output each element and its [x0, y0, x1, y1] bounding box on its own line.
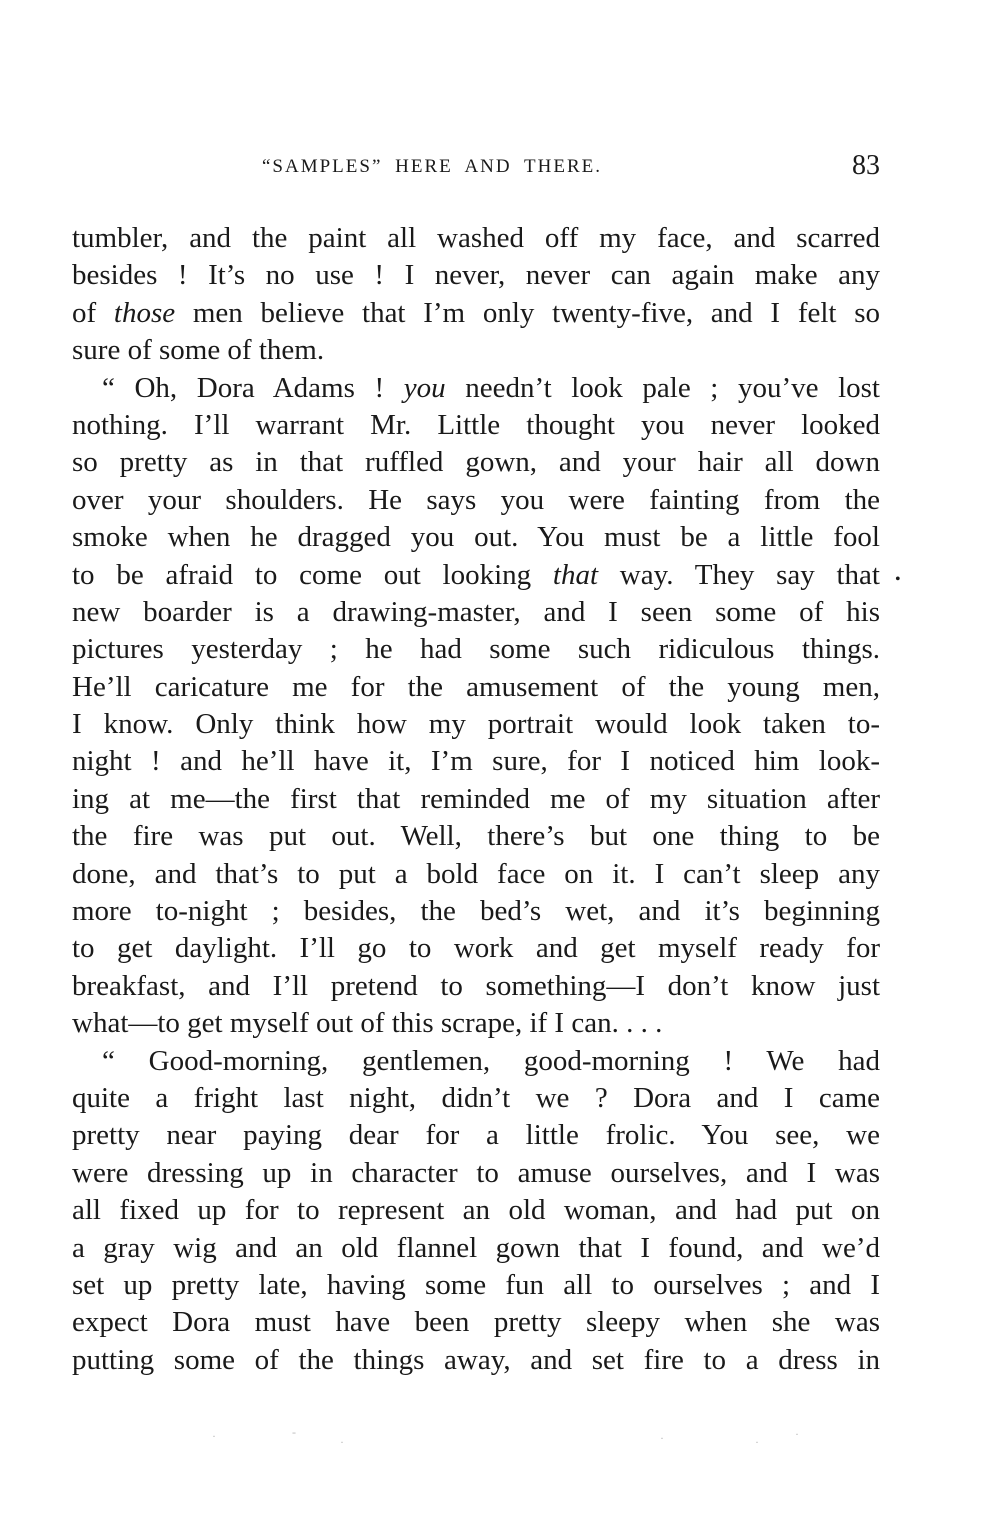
- text-run: besides ! It’s no use ! I never, never can again make any: [72, 259, 880, 292]
- text-line: [72, 706, 880, 743]
- italic-text: those: [113, 296, 176, 329]
- text-line: [72, 818, 880, 855]
- text-run: “ Good-morning, gentlemen, good-morning ! We had: [102, 1044, 880, 1077]
- text-run: quite a fright last night, didn’t we ? Dora and I came: [72, 1081, 880, 1114]
- text-line: [72, 1342, 880, 1379]
- text-line: [72, 1117, 880, 1154]
- running-header: [72, 150, 880, 190]
- text-run: the fire was put out. Well, there’s but one thing to be: [72, 820, 880, 853]
- text-run: so pretty as in that ruffled gown, and your hair all down: [72, 446, 880, 479]
- text-run: breakfast, and I’ll pretend to something—I don’t know just: [72, 969, 880, 1002]
- text-line: [72, 557, 880, 594]
- text-line: [72, 332, 880, 369]
- text-line: [72, 743, 880, 780]
- text-line: [72, 220, 880, 257]
- italic-text: you: [403, 371, 446, 404]
- text-run: sure of some of them.: [72, 334, 325, 367]
- text-line: [72, 930, 880, 967]
- text-run: all fixed up for to represent an old woman, and had put on: [72, 1194, 880, 1227]
- text-line: [72, 444, 880, 481]
- text-run: to be afraid to come out looking: [72, 558, 553, 591]
- text-line: [72, 669, 880, 706]
- text-run: what—to get myself out of this scrape, if I can. . . .: [72, 1007, 663, 1040]
- text-line: [72, 1267, 880, 1304]
- text-run: He’ll caricature me for the amusement of the young men,: [72, 670, 880, 703]
- italic-text: that: [552, 558, 599, 591]
- text-line: [72, 594, 880, 631]
- text-run: of: [72, 296, 114, 329]
- text-run: to get daylight. I’ll go to work and get myself ready for: [72, 932, 880, 965]
- text-line: [72, 482, 880, 519]
- text-line: [72, 370, 880, 407]
- text-run: smoke when he dragged you out. You must be a little fool: [72, 521, 880, 554]
- margin-ink-dot: •: [895, 571, 901, 588]
- text-line: [72, 295, 880, 332]
- text-line: [72, 1043, 880, 1080]
- text-run: needn’t look pale ; you’ve lost: [445, 371, 880, 404]
- text-line: [72, 257, 880, 294]
- text-run: “ Oh, Dora Adams !: [102, 371, 404, 404]
- page-number: 83: [852, 150, 880, 181]
- text-line: [72, 781, 880, 818]
- text-line: [72, 1230, 880, 1267]
- text-run: ing at me—the first that reminded me of my situation after: [72, 782, 880, 815]
- running-head-title: “SAMPLES” HERE AND THERE.: [262, 156, 602, 177]
- text-run: more to-night ; besides, the bed’s wet, and it’s beginning: [72, 895, 880, 928]
- text-run: set up pretty late, having some fun all to ourselves ; and I: [72, 1268, 880, 1301]
- text-line: [72, 856, 880, 893]
- text-line: [72, 1192, 880, 1229]
- text-run: men believe that I’m only twenty-five, and I felt so: [175, 296, 880, 329]
- text-run: done, and that’s to put a bold face on it. I can’t sleep any: [72, 857, 880, 890]
- text-run: nothing. I’ll warrant Mr. Little thought you never looked: [72, 408, 880, 441]
- text-line: [72, 1155, 880, 1192]
- text-run: over your shoulders. He says you were fainting from the: [72, 483, 880, 516]
- text-run: night ! and he’ll have it, I’m sure, for I noticed him look-: [72, 745, 880, 778]
- text-run: expect Dora must have been pretty sleepy when she was: [72, 1306, 880, 1339]
- text-run: were dressing up in character to amuse ourselves, and I was: [72, 1156, 880, 1189]
- text-line: [72, 1080, 880, 1117]
- text-run: way. They say that: [598, 558, 880, 591]
- text-run: tumbler, and the paint all washed off my face, and scarred: [72, 222, 880, 254]
- text-run: a gray wig and an old flannel gown that I found, and we’d: [72, 1231, 880, 1264]
- text-run: pretty near paying dear for a little frolic. You see, we: [72, 1119, 880, 1152]
- text-line: [72, 519, 880, 556]
- text-line: [72, 1304, 880, 1341]
- body-text: [72, 220, 880, 1379]
- text-line: [72, 1005, 880, 1042]
- text-line: [72, 968, 880, 1005]
- text-line: [72, 631, 880, 668]
- text-line: [72, 893, 880, 930]
- print-specks: · - · · · ·: [212, 1425, 799, 1449]
- text-run: I know. Only think how my portrait would look taken to-: [72, 708, 880, 741]
- text-run: putting some of the things away, and set fire to a dress in: [72, 1343, 880, 1376]
- text-run: pictures yesterday ; he had some such ridiculous things.: [72, 633, 880, 666]
- text-line: [72, 407, 880, 444]
- text-run: new boarder is a drawing-master, and I seen some of his: [72, 595, 880, 628]
